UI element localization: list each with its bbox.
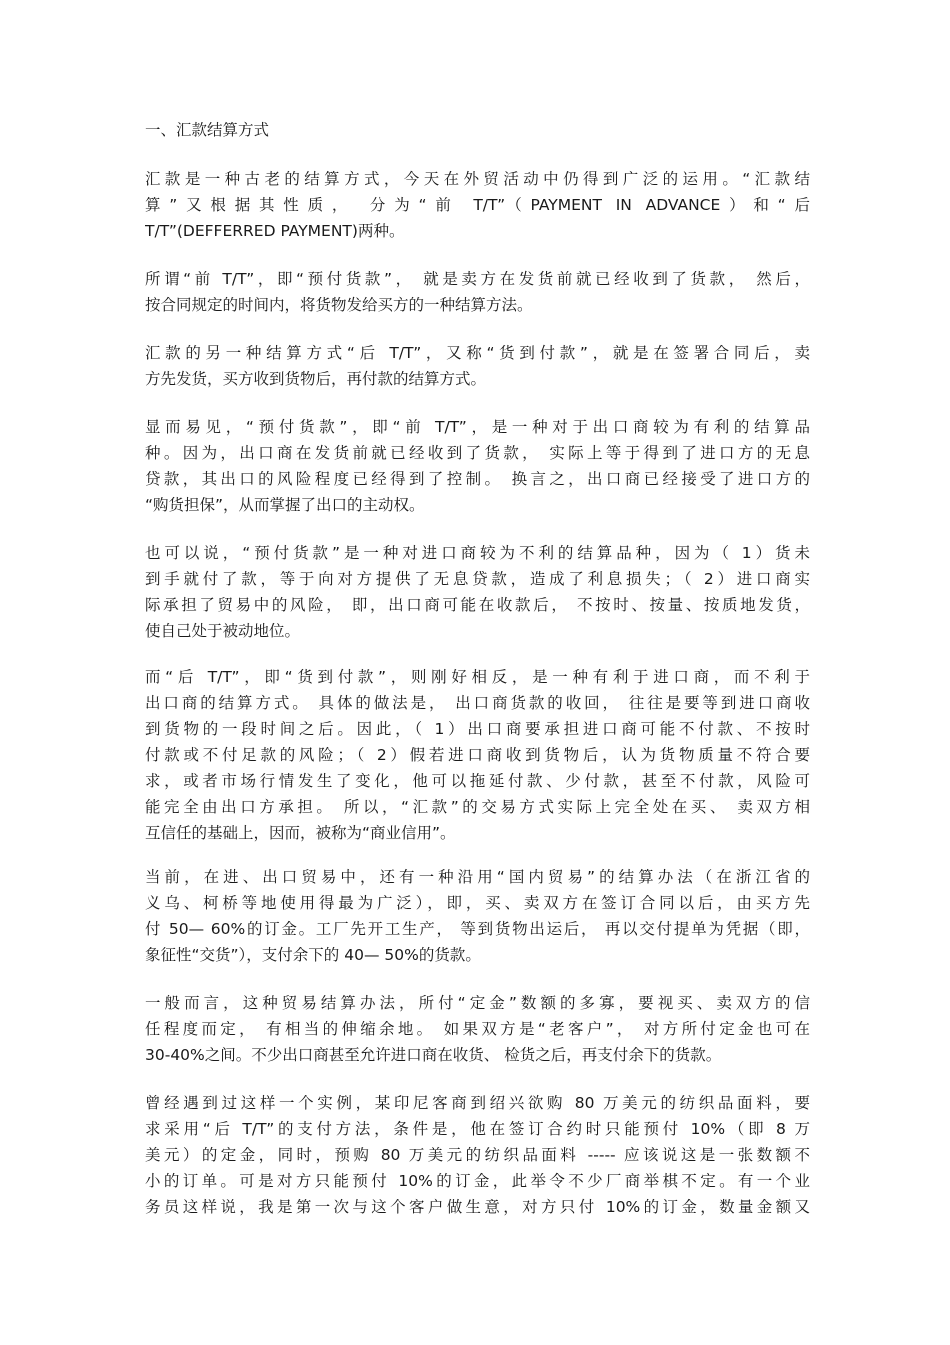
text-line: 种。因为，出口商在发货前就已经收到了货款， 实际上等于得到了进口方的无息 [145, 444, 810, 462]
text-line: 求采用“后 T/T”的支付方法，条件是，他在签订合约时只能预付 10%（即 8 万 [145, 1120, 810, 1138]
text-line: 到手就付了款，等于向对方提供了无息贷款，造成了利息损失；（ 2）进口商实 [145, 570, 810, 588]
text-line: 汇款的另一种结算方式“后 T/T”，又称“货到付款”，就是在签署合同后，卖 [145, 344, 810, 362]
text-line: 算”又根据其性质， 分为“前 T/T”（PAYMENT IN ADVANCE）和“后 [145, 196, 810, 214]
paragraph-6 [145, 664, 810, 846]
paragraph-2 [145, 266, 810, 318]
text-line: 汇款是一种古老的结算方式，今天在外贸活动中仍得到广泛的运用。“汇款结 [145, 170, 810, 188]
paragraph-3 [145, 340, 810, 392]
text-line: 美元）的定金，同时，预购 80 万美元的纺织品面料 ----- 应该说这是一张数额不 [145, 1146, 810, 1164]
text-line: 出口商的结算方式。 具体的做法是， 出口商货款的收回， 往往是要等到进口商收 [145, 694, 810, 712]
text-line: 一般而言，这种贸易结算办法，所付“定金”数额的多寡，要视买、卖双方的信 [145, 994, 810, 1012]
text-line: 付 50— 60%的订金。工厂先开工生产， 等到货物出运后， 再以交付提单为凭据（即， [145, 920, 810, 938]
text-line: 象征性“交货”），支付余下的 40— 50%的货款。 [145, 946, 481, 964]
text-line: 所谓“前 T/T”，即“预付货款”， 就是卖方在发货前就已经收到了货款， 然后， [145, 270, 810, 288]
text-line: 务员这样说，我是第一次与这个客户做生意，对方只付 10%的订金，数量金额又 [145, 1198, 810, 1216]
text-line: 义乌、柯桥等地使用得最为广泛），即，买、卖双方在签订合同以后，由买方先 [145, 894, 810, 912]
text-line: 付款或不付足款的风险；（ 2）假若进口商收到货物后，认为货物质量不符合要 [145, 746, 810, 764]
text-line: 当前，在进、出口贸易中，还有一种沿用“国内贸易”的结算办法（在浙江省的 [145, 868, 810, 886]
text-line: 显而易见，“预付货款”，即“前 T/T”，是一种对于出口商较为有利的结算品 [145, 418, 810, 436]
text-line: 任程度而定， 有相当的伸缩余地。 如果双方是“老客户”， 对方所付定金也可在 [145, 1020, 810, 1038]
text-line: 方先发货，买方收到货物后，再付款的结算方式。 [145, 370, 487, 388]
text-line: 求，或者市场行情发生了变化，他可以拖延付款、少付款，甚至不付款，风险可 [145, 772, 810, 790]
paragraph-9 [145, 1090, 810, 1220]
text-line: 按合同规定的时间内，将货物发给买方的一种结算方法。 [145, 296, 533, 314]
paragraph-8 [145, 990, 810, 1068]
text-line: 而“后 T/T”，即“货到付款”，则刚好相反，是一种有利于进口商，而不利于 [145, 668, 810, 686]
text-line: 能完全由出口方承担。 所以，“汇款”的交易方式实际上完全处在买、 卖双方相 [145, 798, 810, 816]
text-line: 曾经遇到过这样一个实例，某印尼客商到绍兴欲购 80 万美元的纺织品面料，要 [145, 1094, 810, 1112]
text-line: 小的订单。可是对方只能预付 10%的订金，此举令不少厂商举棋不定。有一个业 [145, 1172, 810, 1190]
text-line: 使自己处于被动地位。 [145, 622, 301, 640]
text-line: 贷款，其出口的风险程度已经得到了控制。 换言之，出口商已经接受了进口方的 [145, 470, 810, 488]
paragraph-1 [145, 166, 810, 244]
text-line: 30-40%之间。不少出口商甚至允许进口商在收货、 检货之后，再支付余下的货款。 [145, 1046, 722, 1064]
text-line: 际承担了贸易中的风险， 即，出口商可能在收款后， 不按时、按量、按质地发货， [145, 596, 810, 614]
section-heading: 一、汇款结算方式 [145, 121, 270, 139]
paragraph-5 [145, 540, 810, 644]
text-line: 互信任的基础上，因而，被称为“商业信用”。 [145, 824, 456, 842]
text-line: T/T”(DEFFERRED PAYMENT)两种。 [145, 222, 405, 240]
paragraph-7 [145, 864, 810, 968]
text-line: 到货物的一段时间之后。因此，（ 1）出口商要承担进口商可能不付款、不按时 [145, 720, 810, 738]
paragraph-4 [145, 414, 810, 518]
text-line: “购货担保”，从而掌握了出口的主动权。 [145, 496, 425, 514]
text-line: 也可以说，“预付货款”是一种对进口商较为不利的结算品种，因为（ 1）货未 [145, 544, 810, 562]
